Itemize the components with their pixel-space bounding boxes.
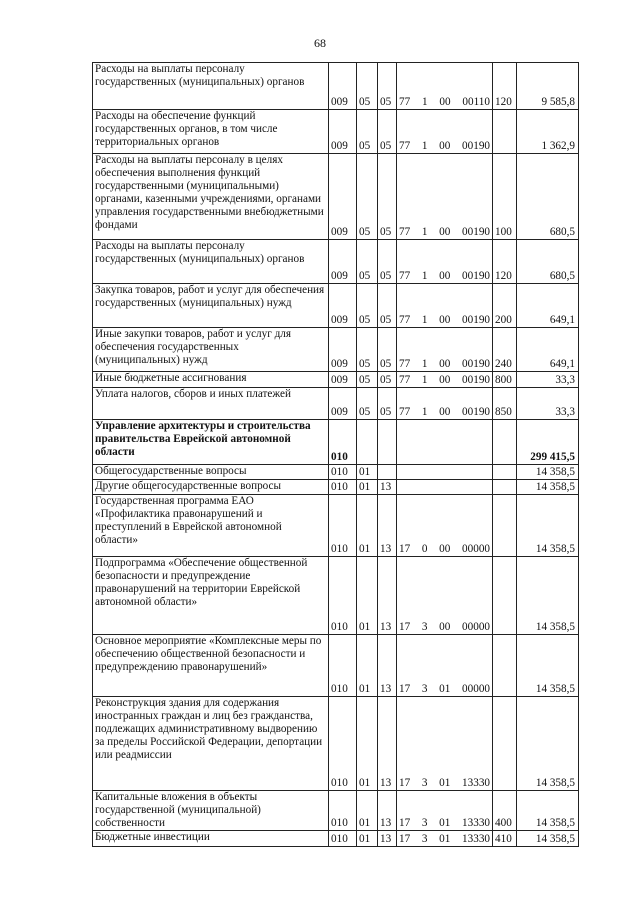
cs-code-part: 17 bbox=[399, 543, 411, 555]
rz-code-cell: 05 bbox=[357, 372, 378, 388]
expense-name-cell: Бюджетные инвестиции bbox=[93, 831, 329, 847]
cs-code-part: 17 bbox=[399, 833, 411, 845]
sum-cell: 14 358,5 bbox=[517, 635, 579, 697]
vr-code-cell: 850 bbox=[493, 388, 517, 420]
cs-code-part: 00190 bbox=[462, 270, 490, 282]
ved-code-cell: 010 bbox=[329, 420, 357, 465]
ved-code-cell: 010 bbox=[329, 697, 357, 791]
cs-code-part: 3 bbox=[421, 817, 428, 829]
cs-code-parts bbox=[399, 406, 490, 419]
cs-code-cell bbox=[397, 154, 493, 240]
vr-code-cell bbox=[493, 420, 517, 465]
rz-code-cell: 01 bbox=[357, 480, 378, 495]
cs-code-parts bbox=[399, 621, 490, 634]
cs-code-cell bbox=[397, 420, 493, 465]
rz-code-cell: 01 bbox=[357, 697, 378, 791]
cs-code-cell bbox=[397, 284, 493, 328]
vr-code-cell: 240 bbox=[493, 328, 517, 372]
cs-code-part: 00 bbox=[439, 314, 451, 326]
cs-code-cell bbox=[397, 791, 493, 831]
rz-code-cell: 01 bbox=[357, 465, 378, 480]
rz-code-cell: 01 bbox=[357, 831, 378, 847]
sum-cell: 14 358,5 bbox=[517, 831, 579, 847]
cs-code-part: 1 bbox=[421, 358, 428, 370]
cs-code-part: 00000 bbox=[462, 543, 490, 555]
table-row bbox=[93, 420, 579, 465]
table-row bbox=[93, 831, 579, 847]
expense-name-cell: Иные бюджетные ассигнования bbox=[93, 372, 329, 388]
table-row bbox=[93, 480, 579, 495]
vr-code-cell: 120 bbox=[493, 63, 517, 110]
pr-code-cell: 05 bbox=[378, 63, 397, 110]
vr-code-cell: 100 bbox=[493, 154, 517, 240]
ved-code-cell: 009 bbox=[329, 388, 357, 420]
cs-code-part: 00190 bbox=[462, 226, 490, 238]
sum-cell: 649,1 bbox=[517, 284, 579, 328]
vr-code-cell bbox=[493, 465, 517, 480]
sum-cell: 299 415,5 bbox=[517, 420, 579, 465]
cs-code-part: 3 bbox=[421, 683, 428, 695]
sum-cell: 14 358,5 bbox=[517, 465, 579, 480]
expense-name-cell: Подпрограмма «Обеспечение общественной безопасности и предупреждение правонарушений на территории Еврейской автономной области» bbox=[93, 557, 329, 635]
rz-code-cell: 05 bbox=[357, 388, 378, 420]
cs-code-part: 0 bbox=[421, 543, 428, 555]
cs-code-part: 3 bbox=[421, 777, 428, 789]
cs-code-part: 77 bbox=[399, 226, 411, 238]
rz-code-cell: 01 bbox=[357, 635, 378, 697]
vr-code-cell: 120 bbox=[493, 240, 517, 284]
cs-code-part: 13330 bbox=[462, 833, 490, 845]
cs-code-part: 77 bbox=[399, 96, 411, 108]
pr-code-cell: 05 bbox=[378, 284, 397, 328]
rz-code-cell: 05 bbox=[357, 110, 378, 154]
ved-code-cell: 010 bbox=[329, 495, 357, 557]
cs-code-cell bbox=[397, 480, 493, 495]
expense-name-cell: Закупка товаров, работ и услуг для обеспечения государственных (муниципальных) нужд bbox=[93, 284, 329, 328]
cs-code-parts bbox=[399, 96, 490, 109]
cs-code-part: 00110 bbox=[462, 96, 490, 108]
pr-code-cell: 05 bbox=[378, 328, 397, 372]
expense-name-cell: Общегосударственные вопросы bbox=[93, 465, 329, 480]
cs-code-parts bbox=[399, 270, 490, 283]
sum-cell: 14 358,5 bbox=[517, 791, 579, 831]
table-row bbox=[93, 465, 579, 480]
ved-code-cell: 009 bbox=[329, 284, 357, 328]
rz-code-cell: 05 bbox=[357, 63, 378, 110]
cs-code-cell bbox=[397, 635, 493, 697]
vr-code-cell: 400 bbox=[493, 791, 517, 831]
cs-code-part: 17 bbox=[399, 777, 411, 789]
page-number: 68 bbox=[314, 36, 326, 50]
cs-code-part: 00190 bbox=[462, 358, 490, 370]
vr-code-cell bbox=[493, 480, 517, 495]
ved-code-cell: 009 bbox=[329, 154, 357, 240]
sum-cell: 1 362,9 bbox=[517, 110, 579, 154]
pr-code-cell: 05 bbox=[378, 110, 397, 154]
cs-code-part: 00 bbox=[439, 374, 451, 386]
table-row bbox=[93, 154, 579, 240]
cs-code-cell bbox=[397, 372, 493, 388]
cs-code-cell bbox=[397, 697, 493, 791]
vr-code-cell: 800 bbox=[493, 372, 517, 388]
rz-code-cell bbox=[357, 420, 378, 465]
vr-code-cell: 410 bbox=[493, 831, 517, 847]
rz-code-cell: 01 bbox=[357, 495, 378, 557]
cs-code-part: 77 bbox=[399, 140, 411, 152]
cs-code-cell bbox=[397, 110, 493, 154]
cs-code-part: 00190 bbox=[462, 314, 490, 326]
vr-code-cell bbox=[493, 557, 517, 635]
vr-code-cell: 200 bbox=[493, 284, 517, 328]
cs-code-parts bbox=[399, 777, 490, 790]
cs-code-cell bbox=[397, 831, 493, 847]
pr-code-cell: 05 bbox=[378, 240, 397, 284]
cs-code-part: 3 bbox=[421, 621, 428, 633]
sum-cell: 14 358,5 bbox=[517, 480, 579, 495]
pr-code-cell: 05 bbox=[378, 154, 397, 240]
ved-code-cell: 010 bbox=[329, 791, 357, 831]
ved-code-cell: 010 bbox=[329, 465, 357, 480]
cs-code-part: 01 bbox=[439, 683, 451, 695]
expense-name-cell: Реконструкция здания для содержания иностранных граждан и лиц без гражданства, подлежащих административному выдворению за пределы Российской Федерации, депортации или реадмиссии bbox=[93, 697, 329, 791]
cs-code-part: 17 bbox=[399, 817, 411, 829]
table-row bbox=[93, 240, 579, 284]
cs-code-part: 00 bbox=[439, 96, 451, 108]
pr-code-cell bbox=[378, 465, 397, 480]
cs-code-part: 77 bbox=[399, 406, 411, 418]
rz-code-cell: 05 bbox=[357, 154, 378, 240]
sum-cell: 14 358,5 bbox=[517, 495, 579, 557]
pr-code-cell: 13 bbox=[378, 791, 397, 831]
ved-code-cell: 009 bbox=[329, 328, 357, 372]
cs-code-part: 00 bbox=[439, 543, 451, 555]
cs-code-part: 13330 bbox=[462, 817, 490, 829]
cs-code-part: 01 bbox=[439, 833, 451, 845]
cs-code-part: 00190 bbox=[462, 140, 490, 152]
cs-code-cell bbox=[397, 63, 493, 110]
cs-code-cell bbox=[397, 557, 493, 635]
sum-cell: 33,3 bbox=[517, 372, 579, 388]
sum-cell: 9 585,8 bbox=[517, 63, 579, 110]
sum-cell: 680,5 bbox=[517, 154, 579, 240]
cs-code-part: 1 bbox=[421, 270, 428, 282]
cs-code-part: 1 bbox=[421, 226, 428, 238]
cs-code-parts bbox=[399, 140, 490, 153]
cs-code-part: 00000 bbox=[462, 683, 490, 695]
pr-code-cell bbox=[378, 420, 397, 465]
pr-code-cell: 05 bbox=[378, 388, 397, 420]
sum-cell: 14 358,5 bbox=[517, 557, 579, 635]
table-row bbox=[93, 372, 579, 388]
cs-code-part: 1 bbox=[421, 314, 428, 326]
cs-code-part: 00 bbox=[439, 226, 451, 238]
cs-code-part: 77 bbox=[399, 314, 411, 326]
vr-code-cell bbox=[493, 635, 517, 697]
pr-code-cell: 13 bbox=[378, 831, 397, 847]
ved-code-cell: 009 bbox=[329, 63, 357, 110]
vr-code-cell bbox=[493, 697, 517, 791]
cs-code-cell bbox=[397, 495, 493, 557]
cs-code-part: 00000 bbox=[462, 621, 490, 633]
cs-code-part: 01 bbox=[439, 817, 451, 829]
rz-code-cell: 01 bbox=[357, 557, 378, 635]
cs-code-parts bbox=[399, 543, 490, 556]
vr-code-cell bbox=[493, 495, 517, 557]
cs-code-parts bbox=[399, 683, 490, 696]
cs-code-part: 3 bbox=[421, 833, 428, 845]
expense-name-cell: Уплата налогов, сборов и иных платежей bbox=[93, 388, 329, 420]
cs-code-cell bbox=[397, 465, 493, 480]
cs-code-part: 13330 bbox=[462, 777, 490, 789]
cs-code-part: 1 bbox=[421, 374, 428, 386]
expense-name-cell: Управление архитектуры и строительства правительства Еврейской автономной области bbox=[93, 420, 329, 465]
pr-code-cell: 13 bbox=[378, 557, 397, 635]
rz-code-cell: 05 bbox=[357, 284, 378, 328]
cs-code-part: 1 bbox=[421, 406, 428, 418]
expense-name-cell: Основное мероприятие «Комплексные меры по обеспечению общественной безопасности и предупреждению правонарушений» bbox=[93, 635, 329, 697]
cs-code-part: 1 bbox=[421, 140, 428, 152]
cs-code-part: 17 bbox=[399, 621, 411, 633]
pr-code-cell: 13 bbox=[378, 480, 397, 495]
ved-code-cell: 010 bbox=[329, 831, 357, 847]
sum-cell: 14 358,5 bbox=[517, 697, 579, 791]
rz-code-cell: 05 bbox=[357, 240, 378, 284]
table-row bbox=[93, 697, 579, 791]
table-row bbox=[93, 388, 579, 420]
cs-code-part: 17 bbox=[399, 683, 411, 695]
table-row bbox=[93, 635, 579, 697]
pr-code-cell: 13 bbox=[378, 635, 397, 697]
cs-code-parts bbox=[399, 358, 490, 371]
table-row bbox=[93, 791, 579, 831]
cs-code-cell bbox=[397, 240, 493, 284]
cs-code-parts bbox=[399, 314, 490, 327]
expense-name-cell: Другие общегосударственные вопросы bbox=[93, 480, 329, 495]
table-row bbox=[93, 328, 579, 372]
cs-code-part: 00190 bbox=[462, 374, 490, 386]
expense-name-cell: Расходы на обеспечение функций государственных органов, в том числе территориальных органов bbox=[93, 110, 329, 154]
pr-code-cell: 13 bbox=[378, 495, 397, 557]
cs-code-part: 77 bbox=[399, 270, 411, 282]
ved-code-cell: 009 bbox=[329, 372, 357, 388]
ved-code-cell: 010 bbox=[329, 635, 357, 697]
expense-name-cell: Расходы на выплаты персоналу в целях обеспечения выполнения функций государственными (муниципальными) органами, казенными учреждениями, органами управления государственными внебюджетными фондами bbox=[93, 154, 329, 240]
cs-code-part: 00 bbox=[439, 358, 451, 370]
cs-code-part: 00 bbox=[439, 621, 451, 633]
ved-code-cell: 010 bbox=[329, 480, 357, 495]
table-row bbox=[93, 495, 579, 557]
cs-code-part: 77 bbox=[399, 374, 411, 386]
ved-code-cell: 009 bbox=[329, 110, 357, 154]
table-row bbox=[93, 63, 579, 110]
expense-name-cell: Расходы на выплаты персоналу государственных (муниципальных) органов bbox=[93, 240, 329, 284]
cs-code-parts bbox=[399, 833, 490, 846]
cs-code-parts bbox=[399, 226, 490, 239]
ved-code-cell: 009 bbox=[329, 240, 357, 284]
sum-cell: 33,3 bbox=[517, 388, 579, 420]
rz-code-cell: 01 bbox=[357, 791, 378, 831]
expense-name-cell: Капитальные вложения в объекты государственной (муниципальной) собственности bbox=[93, 791, 329, 831]
vr-code-cell bbox=[493, 110, 517, 154]
table-row bbox=[93, 284, 579, 328]
expense-name-cell: Иные закупки товаров, работ и услуг для обеспечения государственных (муниципальных) нужд bbox=[93, 328, 329, 372]
expense-name-cell: Расходы на выплаты персоналу государственных (муниципальных) органов bbox=[93, 63, 329, 110]
ved-code-cell: 010 bbox=[329, 557, 357, 635]
pr-code-cell: 05 bbox=[378, 372, 397, 388]
table-row bbox=[93, 110, 579, 154]
cs-code-part: 1 bbox=[422, 96, 428, 108]
sum-cell: 649,1 bbox=[517, 328, 579, 372]
rz-code-cell: 05 bbox=[357, 328, 378, 372]
sum-cell: 680,5 bbox=[517, 240, 579, 284]
cs-code-part: 01 bbox=[439, 777, 451, 789]
cs-code-cell bbox=[397, 328, 493, 372]
cs-code-part: 00 bbox=[439, 270, 451, 282]
cs-code-parts bbox=[399, 817, 490, 830]
pr-code-cell: 13 bbox=[378, 697, 397, 791]
expense-name-cell: Государственная программа ЕАО «Профилактика правонарушений и преступлений в Еврейской автономной области» bbox=[93, 495, 329, 557]
cs-code-part: 00 bbox=[439, 140, 451, 152]
table-row bbox=[93, 557, 579, 635]
cs-code-part: 00190 bbox=[462, 406, 490, 418]
budget-table bbox=[92, 62, 579, 847]
cs-code-cell bbox=[397, 388, 493, 420]
cs-code-parts bbox=[399, 374, 490, 387]
cs-code-part: 77 bbox=[399, 358, 411, 370]
cs-code-part: 00 bbox=[439, 406, 451, 418]
